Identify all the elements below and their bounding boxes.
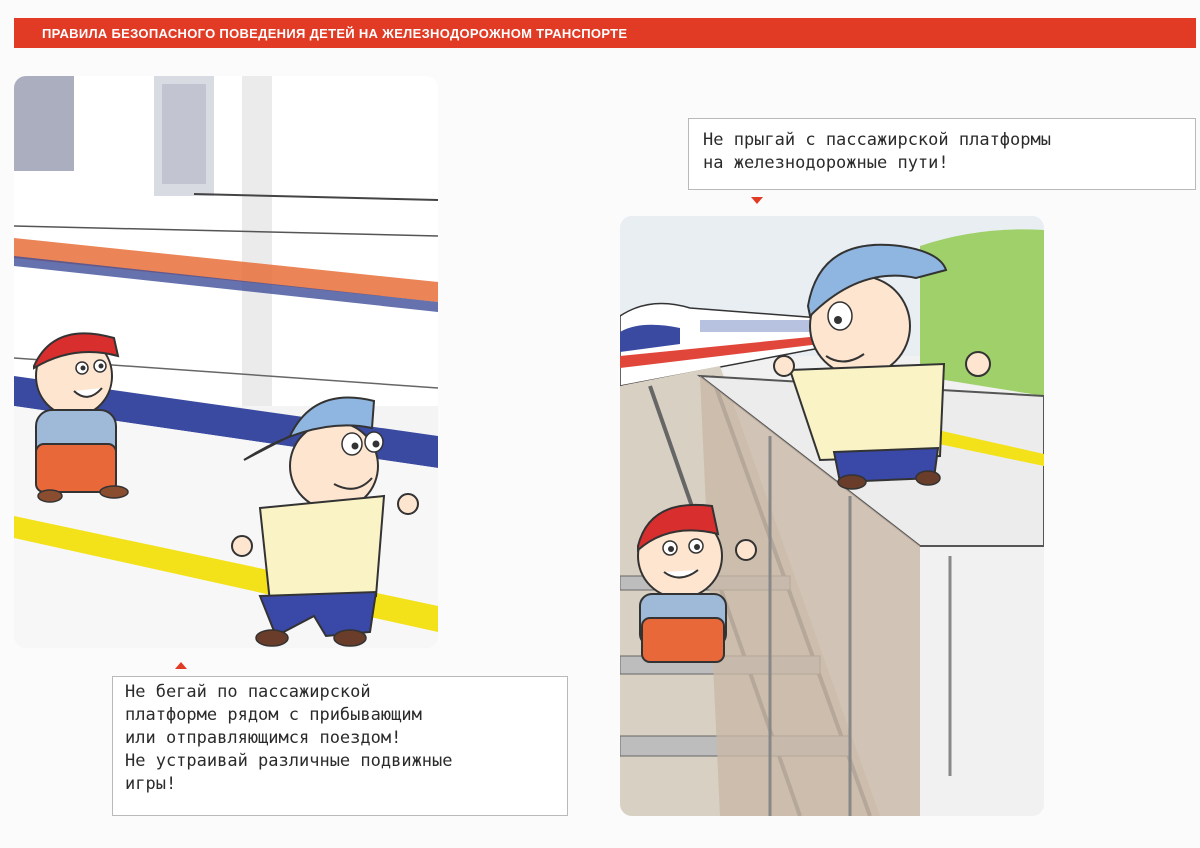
left-caption: [112, 676, 568, 816]
left-caption-line: Не бегай по пассажирской: [125, 682, 371, 702]
right-caption-pointer: [751, 197, 763, 204]
jumping-boy-illustration: [620, 216, 1044, 816]
train-window: [14, 76, 74, 171]
left-caption-line: игры!: [125, 774, 177, 794]
right-caption-line: Не прыгай с пассажирской платформы: [703, 130, 1051, 150]
right-illustration: [620, 216, 1044, 816]
left-illustration: [14, 76, 438, 648]
right-caption: [688, 118, 1196, 190]
left-caption-pointer: [175, 662, 187, 669]
right-caption-line: на железнодорожные пути!: [703, 153, 949, 173]
left-caption-line: или отправляющимся поездом!: [125, 728, 402, 748]
left-caption-line: Не устраивай различные подвижные: [125, 751, 453, 771]
left-caption-line: платформе рядом с прибывающим: [125, 705, 422, 725]
running-boys-illustration: [14, 76, 438, 648]
header-bar: [14, 18, 1196, 48]
header-title: ПРАВИЛА БЕЗОПАСНОГО ПОВЕДЕНИЯ ДЕТЕЙ НА ЖЕЛЕЗНОДОРОЖНОМ ТРАНСПОРТЕ: [42, 25, 628, 41]
